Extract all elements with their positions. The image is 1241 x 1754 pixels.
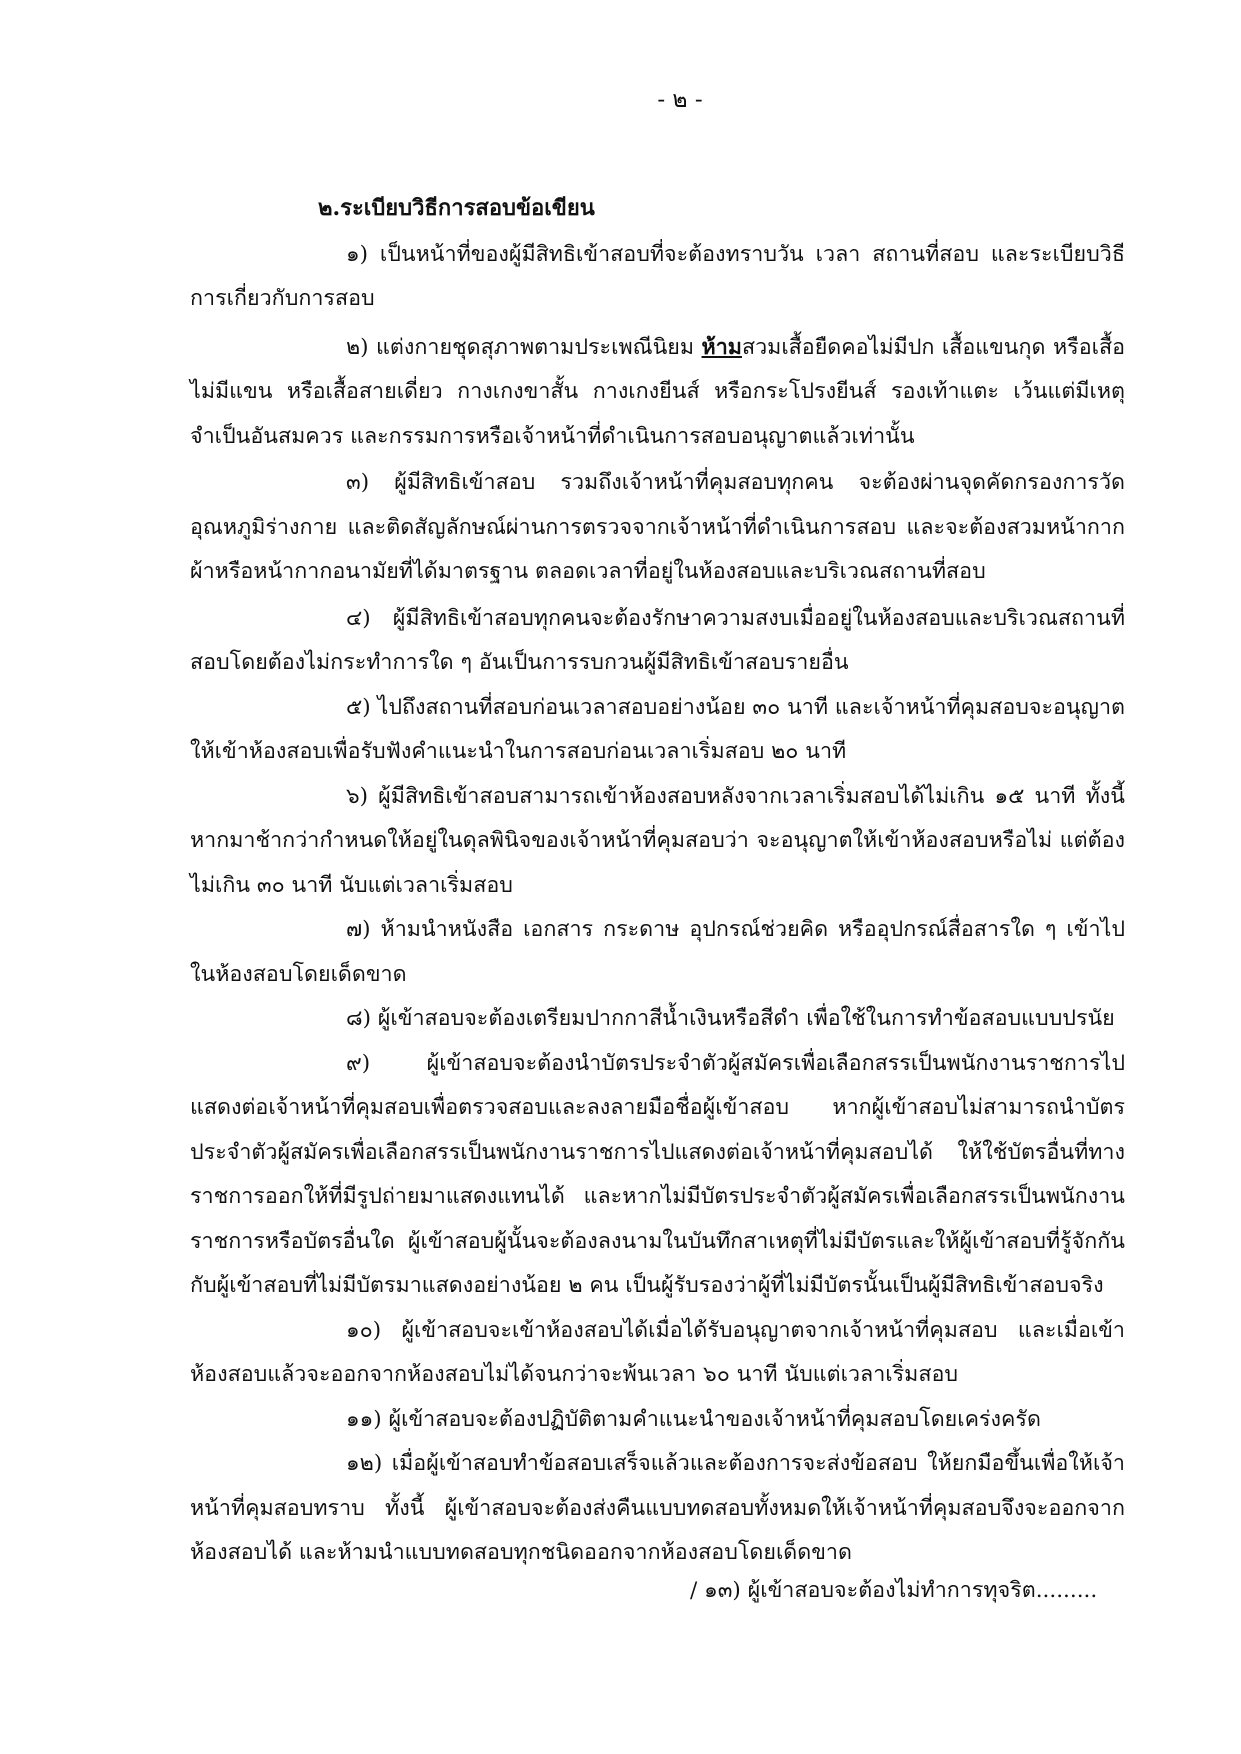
rule-item-2 <box>190 326 1125 460</box>
rule-item-8: ๘) ผู้เข้าสอบจะต้องเตรียมปากกาสีน้ำเงินหรือสีดำ เพื่อใช้ในการทำข้อสอบแบบปรนัย <box>346 1006 1115 1031</box>
rule-item-2-emphasis: ห้าม <box>701 334 742 360</box>
continuation-note: / ๑๓) ผู้เข้าสอบจะต้องไม่ทำการทุจริต......... <box>690 1578 1098 1603</box>
rule-item-1: ๑) เป็นหน้าที่ของผู้มีสิทธิเข้าสอบที่จะต้องทราบวัน เวลา สถานที่สอบ และระเบียบวิธีการเกี่ยวกับการสอบ <box>190 241 1125 311</box>
rule-item-10: ๑๐) ผู้เข้าสอบจะเข้าห้องสอบได้เมื่อได้รับอนุญาตจากเจ้าหน้าที่คุมสอบ และเมื่อเข้าห้องสอบแล้วจะออกจากห้องสอบไม่ได้จนกว่าจะพ้นเวลา ๖๐ นาที นับแต่เวลาเริ่มสอบ <box>190 1317 1125 1387</box>
rule-item-9: ๙) ผู้เข้าสอบจะต้องนำบัตรประจำตัวผู้สมัครเพื่อเลือกสรรเป็นพนักงานราชการไปแสดงต่อเจ้าหน้าที่คุมสอบเพื่อตรวจสอบและลงลายมือชื่อผู้เข้าสอบ หากผู้เข้าสอบไม่สามารถนำบัตรประจำตัวผู้สมัครเพื่อเลือกสรรเป็นพนักงานราชการไปแสดงต่อเจ้าหน้าที่คุมสอบได้ ให้ใช้บัตรอื่นที่ทางราชการออกให้ที่มีรูปถ่ายมาแสดงแทนได้ และหากไม่มีบัตรประจำตัวผู้สมัครเพื่อเลือกสรรเป็นพนักงานราชการหรือบัตรอื่นใด ผู้เข้าสอบผู้นั้นจะต้องลงนามในบันทึกสาเหตุที่ไม่มีบัตรและให้ผู้เข้าสอบที่รู้จักกันกับผู้เข้าสอบที่ไม่มีบัตรมาแสดงอย่างน้อย ๒ คน เป็นผู้รับรองว่าผู้ที่ไม่มีบัตรนั้นเป็นผู้มีสิทธิเข้าสอบจริง <box>190 1050 1125 1298</box>
rule-item-4: ๔) ผู้มีสิทธิเข้าสอบทุกคนจะต้องรักษาความสงบเมื่ออยู่ในห้องสอบและบริเวณสถานที่สอบโดยต้องไม่กระทำการใด ๆ อันเป็นการรบกวนผู้มีสิทธิเข้าสอบรายอื่น <box>190 605 1125 675</box>
rule-item-5: ๕) ไปถึงสถานที่สอบก่อนเวลาสอบอย่างน้อย ๓๐ นาที และเจ้าหน้าที่คุมสอบจะอนุญาตให้เข้าห้องสอบเพื่อรับฟังคำแนะนำในการสอบก่อนเวลาเริ่มสอบ ๒๐ นาที <box>190 694 1125 764</box>
section-body <box>190 186 1125 1576</box>
page-number: - ๒ - <box>657 87 703 113</box>
section-heading: ๒.ระเบียบวิธีการสอบข้อเขียน <box>318 195 595 221</box>
rule-item-2-text-after: สวมเสื้อยืดคอไม่มีปก เสื้อแขนกุด หรือเสื้อไม่มีแขน หรือเสื้อสายเดี่ยว กางเกงขาสั้น กางเกงยีนส์ หรือกระโปรงยีนส์ รองเท้าแตะ เว้นแต่มีเหตุจำเป็นอันสมควร และกรรมการหรือเจ้าหน้าที่ดำเนินการสอบอนุญาตแล้วเท่านั้น <box>190 334 1125 449</box>
rule-item-11: ๑๑) ผู้เข้าสอบจะต้องปฏิบัติตามคำแนะนำของเจ้าหน้าที่คุมสอบโดยเคร่งครัด <box>346 1406 1041 1432</box>
rule-item-3: ๓) ผู้มีสิทธิเข้าสอบ รวมถึงเจ้าหน้าที่คุมสอบทุกคน จะต้องผ่านจุดคัดกรองการวัดอุณหภูมิร่างกาย และติดสัญลักษณ์ผ่านการตรวจจากเจ้าหน้าที่ดำเนินการสอบ และจะต้องสวมหน้ากากผ้าหรือหน้ากากอนามัยที่ได้มาตรฐาน ตลอดเวลาที่อยู่ในห้องสอบและบริเวณสถานที่สอบ <box>190 470 1125 584</box>
rule-item-2-text-before: ๒) แต่งกายชุดสุภาพตามประเพณีนิยม <box>346 334 702 360</box>
rule-item-6: ๖) ผู้มีสิทธิเข้าสอบสามารถเข้าห้องสอบหลังจากเวลาเริ่มสอบได้ไม่เกิน ๑๕ นาที ทั้งนี้หากมาช้ากว่ากำหนดให้อยู่ในดุลพินิจของเจ้าหน้าที่คุมสอบว่า จะอนุญาตให้เข้าห้องสอบหรือไม่ แต่ต้องไม่เกิน ๓๐ นาที นับแต่เวลาเริ่มสอบ <box>190 783 1125 898</box>
rule-item-12: ๑๒) เมื่อผู้เข้าสอบทำข้อสอบเสร็จแล้วและต้องการจะส่งข้อสอบ ให้ยกมือขึ้นเพื่อให้เจ้าหน้าที่คุมสอบทราบ ทั้งนี้ ผู้เข้าสอบจะต้องส่งคืนแบบทดสอบทั้งหมดให้เจ้าหน้าที่คุมสอบจึงจะออกจากห้องสอบได้ และห้ามนำแบบทดสอบทุกชนิดออกจากห้องสอบโดยเด็ดขาด <box>190 1451 1125 1565</box>
rule-item-7: ๗) ห้ามนำหนังสือ เอกสาร กระดาษ อุปกรณ์ช่วยคิด หรืออุปกรณ์สื่อสารใด ๆ เข้าไปในห้องสอบโดยเด็ดขาด <box>190 917 1125 987</box>
